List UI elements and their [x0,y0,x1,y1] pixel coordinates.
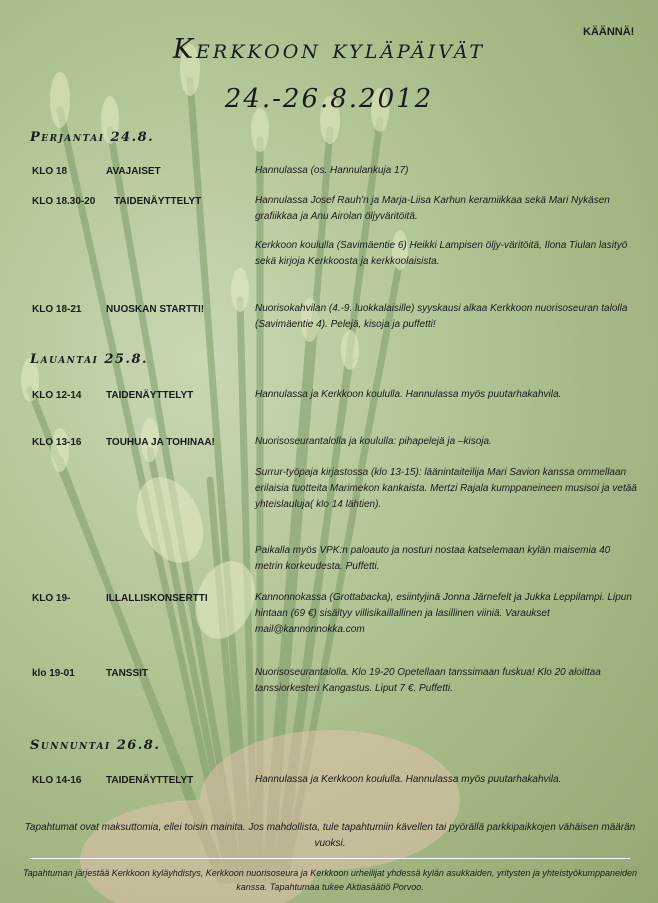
event-description: Hannulassa Josef Rauh'n ja Marja-Liisa Karhun keramiikkaa sekä Mari Nykäsen grafiikkaa ja Anu Airolan öljyväritöitä. [255,195,610,222]
day-heading-sunday: Sunnuntai 26.8. [30,738,161,753]
event-description: Surrur-työpaja kirjastossa (klo 13-15): läänintaiteilija Mari Savion kanssa ommellaan erilaisia tuotteita Marimekon kankaista. Mertzi Rajala kumppaneineen musisoi ja vetää yhteislauluja( klo 14 lähtien). [255,467,637,510]
event-time: KLO 12-14 [32,390,82,401]
event-description: Nuorisokahvilan (4.-9. luokkalaisille) syyskausi alkaa Kerkkoon nuorisoseuran talolla (Savimäentie 4). Pelejä, kisoja ja puffetti! [255,303,628,330]
event-description: Kannonnokassa (Grottabacka), esiintyjinä Jonna Järnefelt ja Jukka Leppilampi. Lipun hintaan (69 €) sisältyy villisikaillallinen ja lasillinen viiniä. Varaukset mail@kannonnokka.com [255,592,632,635]
event-name: TOUHUA JA TOHINAA! [106,437,215,448]
organizer-note: Tapahtuman järjestää Kerkkoon kyläyhdistys, Kerkkoon nuorisoseura ja Kerkkoon urheilijat yhdessä kylän asukkaiden, yritysten ja yhteistyökumppaneiden kanssa. Tapahtumaa tukee Aktiasäätiö Porvoo. [22,868,637,892]
event-dates: 24.-26.8.2012 [224,84,434,114]
event-description: Hannulassa ja Kerkkoon koululla. Hannulassa myös puutarhakahvila. [255,389,562,400]
event-description: Nuorisoseurantalolla. Klo 19-20 Opetellaan tanssimaan fuskua! Klo 20 aloittaa tanssiorkesteri Kangastus. Liput 7 €. Puffetti. [255,667,601,694]
event-name: NUOSKAN STARTTI! [106,304,205,315]
event-time: klo 19-01 [32,668,75,679]
event-name: AVAJAISET [106,166,161,177]
event-time: KLO 14-16 [32,775,82,786]
event-description: Kerkkoon koululla (Savimäentie 6) Heikki Lampisen öljy-väritöitä, Ilona Tiulan lasityö sekä kirjoja Kerkkoosta ja kerkkoolaisista. [255,240,628,267]
turn-over-note: KÄÄNNÄ! [583,26,635,38]
event-time: KLO 19- [32,593,71,604]
free-admission-note: Tapahtumat ovat maksuttomia, ellei toisin mainita. Jos mahdollista, tule tapahtumiin kävellen tai pyörällä parkkipaikkojen vähäisen määrän vuoksi. [24,822,636,849]
event-name: TANSSIT [106,668,149,679]
day-heading-saturday: Lauantai 25.8. [30,352,149,367]
event-name: TAIDENÄYTTELYT [106,775,194,786]
event-time: KLO 18.30-20 [32,196,96,207]
event-description: Hannulassa ja Kerkkoon koululla. Hannulassa myös puutarhakahvila. [255,774,562,785]
event-description: Nuorisoseurantalolla ja koululla: pihapelejä ja –kisoja. [255,436,492,447]
event-time: KLO 18 [32,166,68,177]
event-description: Hannulassa (os. Hannulankuja 17) [255,165,409,176]
day-heading-friday: Perjantai 24.8. [30,130,155,145]
event-name: TAIDENÄYTTELYT [114,196,202,207]
page-title: Kerkkoon kyläpäivät [172,34,486,65]
event-description: Paikalla myös VPK:n paloauto ja nosturi nostaa katselemaan kylän maisemia 40 metrin korkeudesta. Puffetti. [255,545,611,572]
divider [30,858,630,859]
event-time: KLO 13-16 [32,437,82,448]
event-name: ILLALLISKONSERTTI [106,593,208,604]
event-name: TAIDENÄYTTELYT [106,390,194,401]
event-time: KLO 18-21 [32,304,82,315]
